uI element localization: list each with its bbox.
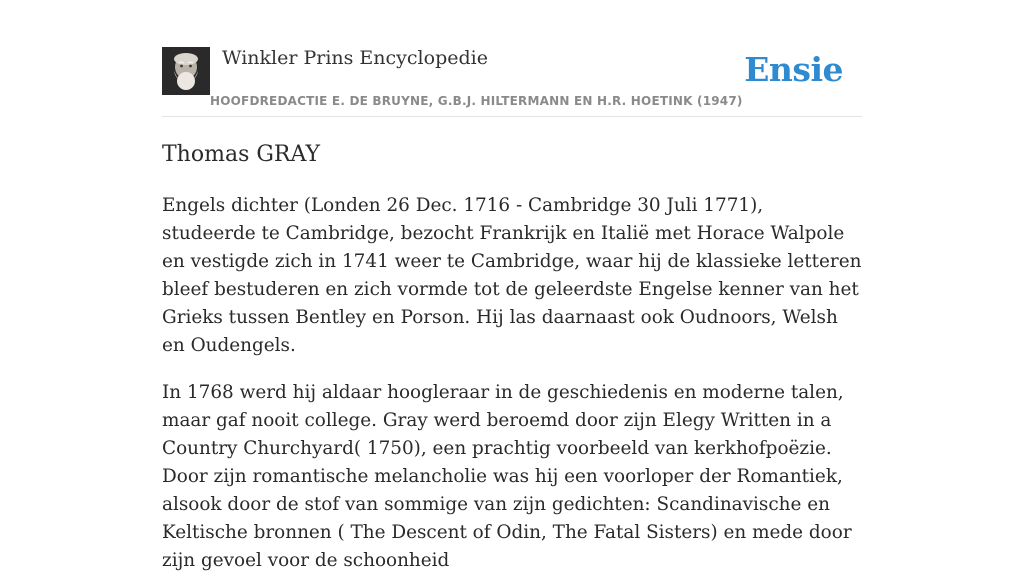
article-paragraph-1: Engels dichter (Londen 26 Dec. 1716 - Cambridge 30 Juli 1771), studeerde te Cambridge, bezocht Frankrijk en Italië met Horace Walpole en vestigde zich in 1741 weer te Cambridge, waar hij de klassieke letteren bleef bestuderen en zich vormde tot de geleerdste Engelse kenner van het Grieks tussen Bentley en Porson. Hij las daarnaast ook Oudnoors, Welsh en Oudengels. xyxy=(162,195,862,356)
article-title: Thomas GRAY xyxy=(162,142,321,167)
publication-editors: HOOFDREDACTIE E. DE BRUYNE, G.B.J. HILTERMANN EN H.R. HOETINK (1947) xyxy=(210,94,743,108)
publication-title[interactable]: Winkler Prins Encyclopedie xyxy=(222,47,488,69)
avatar xyxy=(162,47,210,95)
header xyxy=(162,46,862,117)
article-paragraph-2: In 1768 werd hij aldaar hoogleraar in de geschiedenis en moderne talen, maar gaf nooit college. Gray werd beroemd door zijn Elegy Written in a Country Churchyard( 1750), een prachtig voorbeeld van kerkhofpoëzie. Door zijn romantische melancholie was hij een voorloper der Romantiek, alsook door de stof van sommige van zijn gedichten: Scandinavische en Keltische bronnen ( The Descent of Odin, The Fatal Sisters) en mede door zijn gevoel voor de schoonheid xyxy=(162,382,852,571)
article xyxy=(162,138,862,575)
ensie-logo-link[interactable]: Ensie xyxy=(744,50,843,89)
bearded-man-portrait-icon xyxy=(162,47,210,95)
